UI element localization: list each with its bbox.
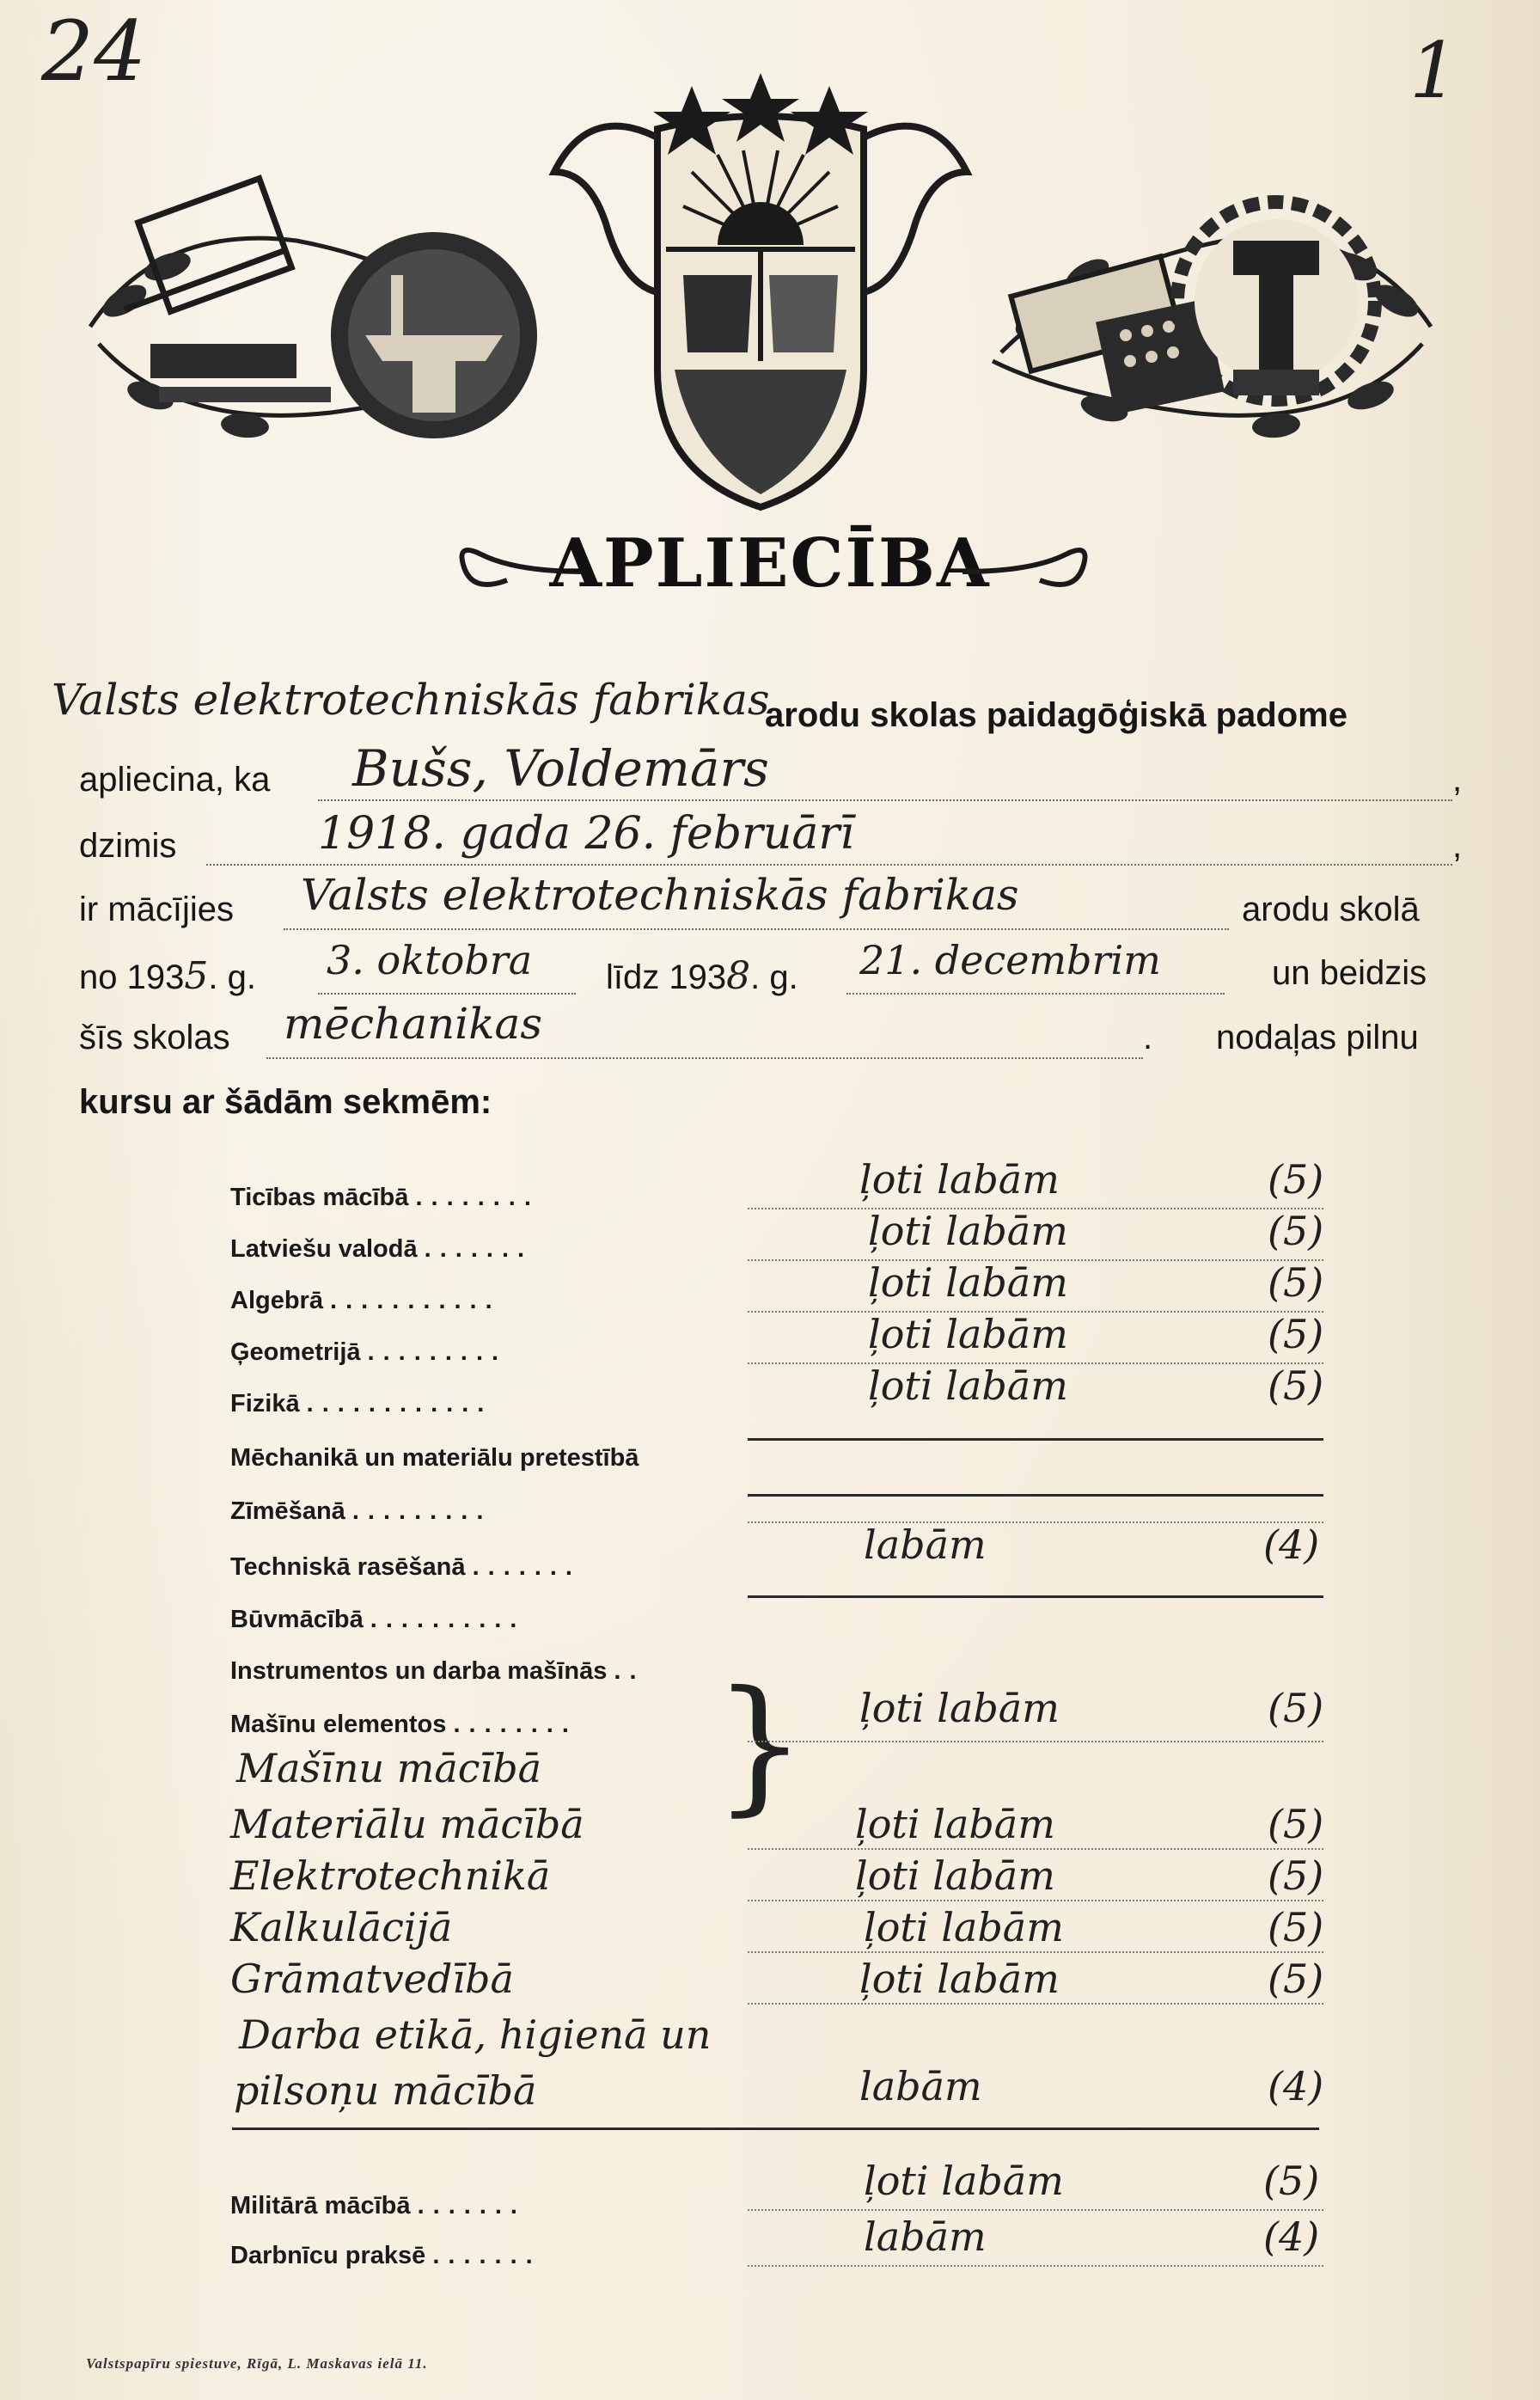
comma-2: , — [1452, 827, 1463, 865]
date-from-handwritten: 3. oktobra — [327, 937, 533, 983]
subject-mark: (4) — [1268, 2063, 1324, 2109]
subject-name: Ģeometrijā ......... — [230, 1338, 508, 1366]
date-to-fill-line — [846, 993, 1225, 995]
subject-name: Algebrā ........... — [230, 1287, 501, 1314]
subject-mark: (5) — [1268, 1208, 1324, 1254]
intro-line-5-end: un beidzis — [1272, 954, 1427, 992]
subject-mark: (4) — [1263, 2213, 1320, 2260]
blank-row-rule — [748, 1595, 1323, 1598]
corner-page-number: 1 — [1409, 26, 1459, 116]
subject-mark: (5) — [1268, 1801, 1324, 1847]
intro-line-6-end: nodaļas pilnu — [1216, 1019, 1419, 1056]
certificate-title: APLIECĪBA — [549, 524, 991, 603]
subject-mark: (5) — [1268, 1362, 1324, 1409]
subject-name: Būvmācībā .......... — [230, 1606, 526, 1633]
row-line — [748, 2209, 1323, 2211]
date-from-fill-line — [318, 993, 576, 995]
intro-line-4-end: arodu skolā — [1242, 891, 1420, 928]
subject-mark: (5) — [1268, 1956, 1324, 2002]
blank-row-rule — [748, 1494, 1323, 1497]
intro-line-1: arodu skolas paidagōģiskā padome — [765, 696, 1348, 734]
subject-grade: ļoti labām — [868, 1362, 1068, 1409]
section-divider — [232, 2128, 1319, 2130]
birth-fill-line — [206, 864, 1452, 866]
row-line — [748, 2003, 1323, 2005]
intro-line-4: ir mācījies — [79, 891, 235, 928]
subject-name-handwritten: Grāmatvedībā — [230, 1956, 514, 2002]
subject-mark: (5) — [1268, 1852, 1324, 1899]
birth-date-handwritten: 1918. gada 26. februārī — [318, 808, 854, 860]
subject-grade: labām — [864, 1521, 987, 1568]
subject-mark: (5) — [1268, 1311, 1324, 1357]
date-to-handwritten: 21. decembrim — [859, 937, 1161, 983]
subject-mark: (5) — [1268, 1685, 1324, 1731]
name-fill-line — [318, 799, 1452, 801]
subject-grade: ļoti labām — [868, 1208, 1068, 1254]
subject-grade: labām — [859, 2063, 982, 2109]
subject-name: Zīmēšanā ......... — [230, 1497, 492, 1525]
subject-grade: ļoti labām — [864, 1904, 1064, 1950]
subject-name: Fizikā ............ — [230, 1390, 493, 1417]
intro-line-7: kursu ar šādām sekmēm: — [79, 1083, 492, 1121]
subject-name: Darbnīcu praksē ....... — [230, 2242, 541, 2269]
intro-line-6: šīs skolas — [79, 1019, 230, 1056]
student-name-handwritten: Bušs, Voldemārs — [352, 739, 769, 798]
year-to-handwritten: 8 — [726, 954, 751, 998]
comma-1: , — [1452, 761, 1463, 799]
school-name-handwritten: Valsts elektrotechniskās fabrikas — [52, 675, 770, 725]
subject-grade: ļoti labām — [859, 1956, 1060, 2002]
subject-name: Techniskā rasēšanā ....... — [230, 1553, 581, 1581]
row-line — [748, 1741, 1323, 1742]
period-1: . — [1143, 1019, 1153, 1056]
title-flourish-right — [954, 533, 1100, 610]
subject-grade: ļoti labām — [864, 2158, 1064, 2204]
dept-fill-line — [266, 1057, 1143, 1059]
subject-grade: ļoti labām — [868, 1259, 1068, 1306]
intro-line-2: apliecina, ka — [79, 761, 271, 799]
printer-imprint: Valstspapīru spiestuve, Rīgā, L. Maskavas ielā 11. — [86, 2355, 428, 2372]
corner-archive-number: 24 — [41, 3, 147, 100]
subject-grade: ļoti labām — [855, 1801, 1055, 1847]
row-line — [748, 1521, 1323, 1523]
subject-mark: (5) — [1268, 1904, 1324, 1950]
subject-name: Mašīnu elementos ........ — [230, 1711, 578, 1738]
subject-name-handwritten: Mašīnu mācībā — [236, 1745, 542, 1791]
subject-name: Ticības mācībā ........ — [230, 1184, 540, 1211]
blank-row-rule — [748, 1438, 1323, 1441]
subject-name-handwritten: Elektrotechnikā — [230, 1852, 551, 1899]
intro-to-label: līdz 1938. g. — [606, 954, 798, 998]
subject-grade: ļoti labām — [855, 1852, 1055, 1899]
row-line — [748, 2265, 1323, 2267]
intro-line-3: dzimis — [79, 827, 177, 865]
subject-name-handwritten: Kalkulācijā — [230, 1904, 453, 1950]
subject-mark: (4) — [1263, 1521, 1320, 1568]
school2-fill-line — [284, 928, 1229, 930]
subject-name-handwritten: Darba etikā, higienā un — [239, 2011, 712, 2058]
subject-name: Militārā mācībā ....... — [230, 2192, 526, 2219]
subject-grade: ļoti labām — [859, 1156, 1060, 1203]
subject-mark: (5) — [1268, 1259, 1324, 1306]
subject-name: Mēchanikā un materiālu pretestībā — [230, 1444, 639, 1472]
year-from-handwritten: 5 — [184, 954, 209, 998]
subject-name: Latviešu valodā ....... — [230, 1235, 534, 1263]
coat-of-arms-emblem — [73, 69, 1448, 516]
row-line — [748, 1951, 1323, 1953]
subject-name: Instrumentos un darba mašīnās .. — [230, 1657, 645, 1685]
row-line — [748, 1848, 1323, 1850]
department-handwritten: mēchanikas — [284, 999, 542, 1049]
subject-grade: ļoti labām — [859, 1685, 1060, 1731]
intro-from-label: no 1935. g. — [79, 954, 256, 998]
subject-grade: labām — [864, 2213, 987, 2260]
subject-name-handwritten: pilsoņu mācībā — [234, 2067, 537, 2114]
subject-mark: (5) — [1268, 1156, 1324, 1203]
subject-name-handwritten: Materiālu mācībā — [230, 1801, 584, 1847]
row-line — [748, 1900, 1323, 1901]
subject-group-brace: } — [713, 1660, 807, 1830]
school-name-2-handwritten: Valsts elektrotechniskās fabrikas — [301, 870, 1019, 920]
subject-grade: ļoti labām — [868, 1311, 1068, 1357]
subject-mark: (5) — [1263, 2158, 1320, 2204]
